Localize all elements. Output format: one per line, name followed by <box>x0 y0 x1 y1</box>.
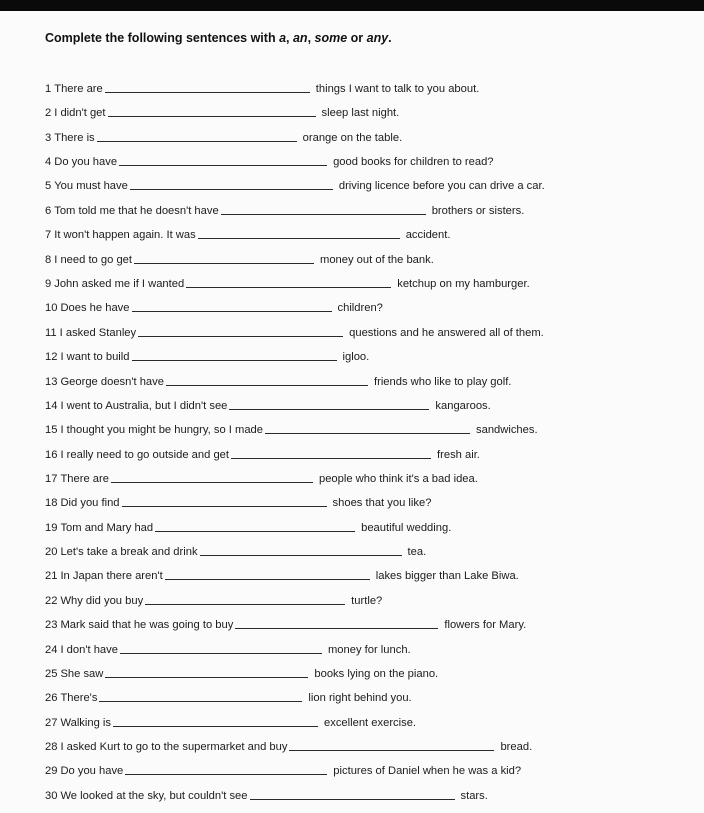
item-number: 26 <box>45 692 58 704</box>
sentence-end: ketchup on my hamburger. <box>397 278 530 290</box>
answer-blank[interactable] <box>265 433 470 434</box>
item-number: 30 <box>45 790 58 802</box>
sentence-end: questions and he answered all of them. <box>349 327 544 339</box>
sentence-item <box>45 421 538 437</box>
sentence-item <box>45 738 532 754</box>
sentence-item <box>45 324 544 340</box>
sentence-start: I didn't get <box>54 107 106 119</box>
item-number: 23 <box>45 619 58 631</box>
item-number: 18 <box>45 497 58 509</box>
item-number: 2 <box>45 107 52 119</box>
sentence-item <box>45 543 426 559</box>
answer-blank[interactable] <box>119 165 327 166</box>
heading-separator: , <box>307 31 315 45</box>
item-number: 10 <box>45 302 58 314</box>
sentence-start: There's <box>60 692 98 704</box>
sentence-start: There are <box>54 83 103 95</box>
sentence-item <box>45 80 479 96</box>
item-number: 19 <box>45 522 58 534</box>
sentence-start: Mark said that he was going to buy <box>60 619 234 631</box>
item-number: 7 <box>45 229 52 241</box>
sentence-item <box>45 592 382 608</box>
answer-blank[interactable] <box>138 336 343 337</box>
answer-blank[interactable] <box>120 653 322 654</box>
sentence-end: children? <box>337 302 383 314</box>
sentence-start: Did you find <box>60 497 120 509</box>
answer-blank[interactable] <box>155 531 355 532</box>
sentence-item <box>45 519 451 535</box>
sentence-start: I asked Kurt to go to the supermarket and buy <box>60 741 288 753</box>
sentence-end: sleep last night. <box>321 107 400 119</box>
sentence-end: brothers or sisters. <box>431 205 525 217</box>
heading-separator: , <box>286 31 293 45</box>
sentence-item <box>45 641 411 657</box>
heading-separator: or <box>347 31 367 45</box>
sentence-start: Let's take a break and drink <box>60 546 198 558</box>
sentence-end: good books for children to read? <box>333 156 494 168</box>
sentence-item <box>45 494 431 510</box>
sentence-start: John asked me if I wanted <box>54 278 185 290</box>
item-number: 9 <box>45 278 52 290</box>
item-number: 12 <box>45 351 58 363</box>
sentence-start: I don't have <box>60 644 118 656</box>
sentence-end: pictures of Daniel when he was a kid? <box>333 765 522 777</box>
sentence-item <box>45 714 416 730</box>
item-number: 29 <box>45 765 58 777</box>
answer-blank[interactable] <box>235 628 438 629</box>
answer-blank[interactable] <box>132 360 337 361</box>
answer-blank[interactable] <box>122 506 327 507</box>
sentence-item <box>45 373 511 389</box>
sentence-item <box>45 299 383 315</box>
item-number: 16 <box>45 449 58 461</box>
sentence-item <box>45 762 521 778</box>
top-black-bar <box>0 0 704 11</box>
sentence-start: Walking is <box>60 717 112 729</box>
sentence-end: lakes bigger than Lake Biwa. <box>375 570 519 582</box>
item-number: 17 <box>45 473 58 485</box>
sentence-item <box>45 153 494 169</box>
item-number: 14 <box>45 400 58 412</box>
sentence-end: money out of the bank. <box>320 254 434 266</box>
sentence-start: I need to go get <box>54 254 132 266</box>
answer-blank[interactable] <box>99 701 302 702</box>
answer-blank[interactable] <box>130 189 333 190</box>
option-some: some <box>314 31 348 45</box>
sentence-start: There are <box>60 473 109 485</box>
sentence-item <box>45 397 491 413</box>
item-number: 25 <box>45 668 58 680</box>
sentence-item <box>45 616 526 632</box>
sentence-start: You must have <box>54 180 128 192</box>
item-number: 21 <box>45 570 58 582</box>
option-any: any <box>366 31 389 45</box>
item-number: 6 <box>45 205 52 217</box>
sentence-start: Do you have <box>54 156 118 168</box>
sentence-item <box>45 226 450 242</box>
sentence-end: bread. <box>500 741 533 753</box>
item-number: 8 <box>45 254 52 266</box>
answer-blank[interactable] <box>105 92 310 93</box>
sentence-item <box>45 104 399 120</box>
item-number: 15 <box>45 424 58 436</box>
instructions-heading <box>45 31 392 45</box>
sentence-end: friends who like to play golf. <box>373 376 512 388</box>
sentence-item <box>45 567 519 583</box>
sentence-end: shoes that you like? <box>332 497 432 509</box>
answer-blank[interactable] <box>166 385 368 386</box>
answer-blank[interactable] <box>125 774 327 775</box>
item-number: 20 <box>45 546 58 558</box>
sentence-start: Tom told me that he doesn't have <box>54 205 219 217</box>
sentence-start: She saw <box>60 668 104 680</box>
sentence-item <box>45 202 524 218</box>
answer-blank[interactable] <box>97 141 297 142</box>
item-number: 1 <box>45 83 52 95</box>
sentence-item <box>45 275 530 291</box>
sentence-start: I really need to go outside and get <box>60 449 230 461</box>
answer-blank[interactable] <box>289 750 494 751</box>
answer-blank[interactable] <box>250 799 455 800</box>
answer-blank[interactable] <box>198 238 400 239</box>
option-a: a <box>279 31 287 45</box>
sentence-end: fresh air. <box>437 449 480 461</box>
sentence-start: I want to build <box>60 351 130 363</box>
sentence-start: I thought you might be hungry, so I made <box>60 424 263 436</box>
sentence-end: beautiful wedding. <box>361 522 452 534</box>
sentence-end: books lying on the piano. <box>314 668 439 680</box>
sentence-end: orange on the table. <box>302 132 403 144</box>
answer-blank[interactable] <box>145 604 345 605</box>
item-number: 24 <box>45 644 58 656</box>
sentence-item <box>45 787 488 803</box>
heading-period: . <box>388 31 392 45</box>
sentence-item <box>45 348 369 364</box>
sentence-item <box>45 665 438 681</box>
sentence-start: I went to Australia, but I didn't see <box>60 400 228 412</box>
answer-blank[interactable] <box>105 677 308 678</box>
sentence-start: There is <box>54 132 95 144</box>
sentence-end: accident. <box>405 229 451 241</box>
answer-blank[interactable] <box>221 214 426 215</box>
sentence-end: driving licence before you can drive a car. <box>338 180 545 192</box>
sentence-start: It won't happen again. It was <box>54 229 196 241</box>
sentence-end: lion right behind you. <box>308 692 412 704</box>
sentence-start: Does he have <box>60 302 130 314</box>
sentence-item <box>45 470 478 486</box>
item-number: 28 <box>45 741 58 753</box>
sentence-start: Why did you buy <box>60 595 144 607</box>
item-number: 11 <box>45 327 57 339</box>
answer-blank[interactable] <box>229 409 429 410</box>
sentence-end: igloo. <box>342 351 370 363</box>
item-number: 4 <box>45 156 52 168</box>
item-number: 27 <box>45 717 58 729</box>
item-number: 5 <box>45 180 52 192</box>
heading-text: Complete the following sentences with <box>45 31 280 45</box>
sentence-start: Tom and Mary had <box>60 522 154 534</box>
sentence-end: excellent exercise. <box>324 717 417 729</box>
sentence-item <box>45 689 412 705</box>
sentence-end: people who think it's a bad idea. <box>318 473 478 485</box>
sentence-start: Do you have <box>60 765 124 777</box>
sentence-start: I asked Stanley <box>59 327 137 339</box>
sentence-start: In Japan there aren't <box>60 570 163 582</box>
item-number: 3 <box>45 132 52 144</box>
option-an: an <box>292 31 308 45</box>
sentence-start: We looked at the sky, but couldn't see <box>60 790 248 802</box>
answer-blank[interactable] <box>165 579 370 580</box>
sentence-start: George doesn't have <box>60 376 164 388</box>
sentence-end: kangaroos. <box>435 400 491 412</box>
answer-blank[interactable] <box>134 263 314 264</box>
answer-blank[interactable] <box>111 482 313 483</box>
answer-blank[interactable] <box>231 458 431 459</box>
item-number: 13 <box>45 376 58 388</box>
answer-blank[interactable] <box>132 311 332 312</box>
sentence-end: things I want to talk to you about. <box>315 83 480 95</box>
sentence-item <box>45 177 545 193</box>
answer-blank[interactable] <box>113 726 318 727</box>
sentence-item <box>45 129 402 145</box>
sentence-item <box>45 446 480 462</box>
answer-blank[interactable] <box>186 287 391 288</box>
sentence-end: sandwiches. <box>476 424 538 436</box>
sentence-end: flowers for Mary. <box>444 619 527 631</box>
sentence-end: money for lunch. <box>327 644 411 656</box>
answer-blank[interactable] <box>200 555 402 556</box>
item-number: 22 <box>45 595 58 607</box>
sentence-end: tea. <box>407 546 427 558</box>
sentence-end: stars. <box>460 790 488 802</box>
answer-blank[interactable] <box>108 116 316 117</box>
sentence-end: turtle? <box>351 595 383 607</box>
sentence-item <box>45 251 434 267</box>
